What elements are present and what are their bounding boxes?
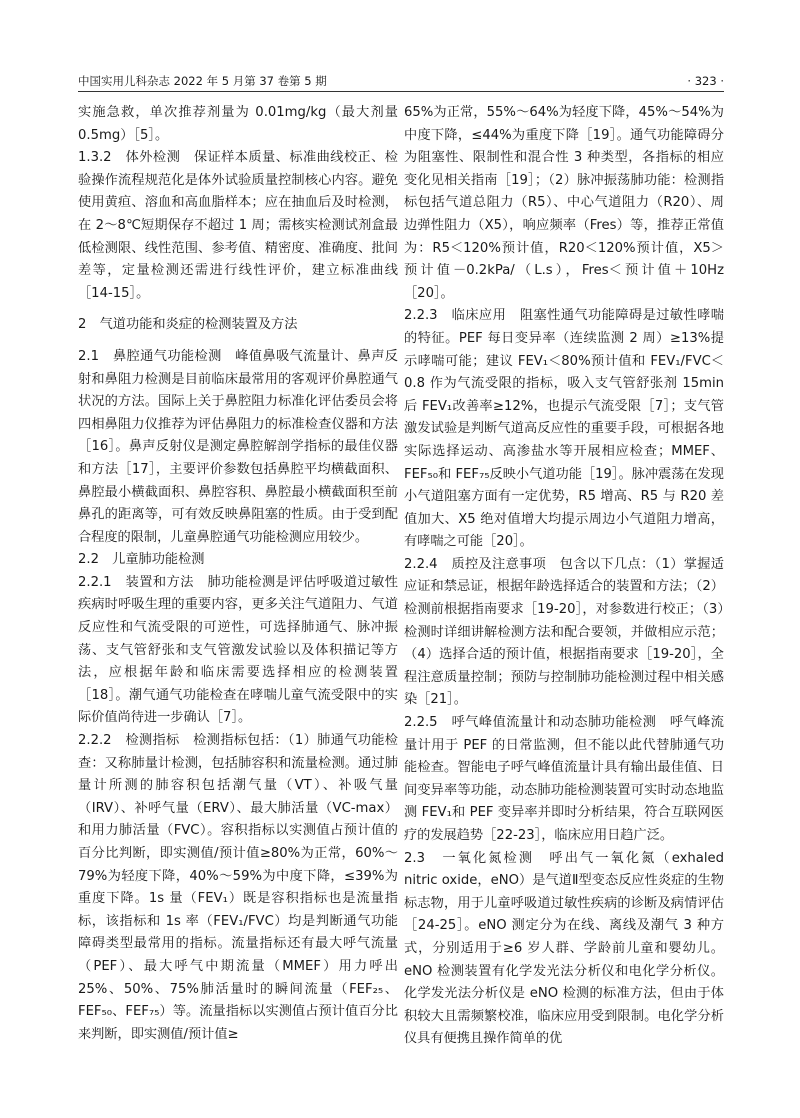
right-column: [404, 102, 724, 1051]
paragraph: 2.2.2 检测指标 检测指标包括：（1）肺通气功能检查：又称肺量计检测，包括肺容积和流量检测。通过肺量计所测的肺容积包括潮气量（VT）、补吸气量（IRV）、补呼气量（ERV）、最大肺活量（VC-max）和用力肺活量（FVC）。容积指标以实测值占预计值的百分比判断，即实测值/预计值≥80%为正常，60%～79%为轻度下降，40%～59%为中度下降，≤39%为重度下降。1s 量（FEV₁）既是容积指标也是流量指标，该指标和 1s 率（FEV₁/FVC）均是判断通气功能障碍类型最常用的指标。流量指标还有最大呼气流量（PEF）、最大呼气中期流量（MMEF）用力呼出 25%、50%、75%肺活量时的瞬间流量（FEF₂₅、FEF₅₀、FEF₇₅）等。流量指标以实测值占预计值百分比来判断，即实测值/预计值≥: [78, 733, 398, 1042]
paragraph: 2.2.3 临床应用 阻塞性通气功能障碍是过敏性哮喘的特征。PEF 每日变异率（连续监测 2 周）≥13%提示哮喘可能；建议 FEV₁＜80%预计值和 FEV₁/FVC＜0.8 作为气流受限的指标，吸入支气管舒张剂 15min 后 FEV₁改善率≥12%，也提示气流受限［7］；支气管激发试验是判断气道高反应性的重要手段，可根据各地实际选择运动、高渗盐水等开展相应检查；MMEF、FEF₅₀和 FEF₇₅反映小气道功能［19］。脉冲震荡在发现小气道阻塞方面有一定优势，R5 增高、R5 与 R20 差值加大、X5 绝对值增大均提示周边小气道阻力增高，有哮喘之可能［20］。: [404, 308, 724, 550]
paragraph: 2.1 鼻腔通气功能检测 峰值鼻吸气流量计、鼻声反射和鼻阻力检测是目前临床最常用的客观评价鼻腔通气状况的方法。国际上关于鼻腔阻力标准化评估委员会将四相鼻阻力仪推荐为评估鼻阻力的标准检查仪器和方法［16］。鼻声反射仪是测定鼻腔解剖学指标的最佳仪器和方法［17］，主要评价参数包括鼻腔平均横截面积、鼻腔最小横截面积、鼻腔容积、鼻腔最小横截面积至前鼻孔的距离等，可有效反映鼻阻塞的性质。由于受到配合程度的限制，儿童鼻腔通气功能检测应用较少。: [78, 348, 398, 545]
paragraph: 2.2.5 呼气峰值流量计和动态肺功能检测 呼气峰流量计用于 PEF 的日常监测，但不能以此代替肺通气功能检查。智能电子呼气峰值流量计具有输出最佳值、日间变异率等功能，动态肺功能检测装置可实时动态地监测 FEV₁和 PEF 变异率并即时分析结果，符合互联网医疗的发展趋势［22-23］，临床应用日趋广泛。: [404, 715, 724, 843]
journal-info: 中国实用儿科杂志 2022 年 5 月第 37 卷第 5 期: [78, 74, 327, 88]
paragraph: 2.2.4 质控及注意事项 包含以下几点：（1）掌握适应证和禁忌证，根据年龄选择适合的装置和方法；（2）检测前根据指南要求［19-20］，对参数进行校正；（3）检测时详细讲解检测方法和配合要领，并做相应示范；（4）选择合适的预计值，根据指南要求［19-20］，全程注意质量控制；预防与控制肺功能检测过程中相关感染［21］。: [404, 556, 724, 708]
paragraph: 实施急救，单次推荐剂量为 0.01mg/kg（最大剂量 0.5mg）［5］。: [78, 105, 398, 143]
page-number: · 323 ·: [687, 74, 724, 88]
paragraph: 2.2.1 装置和方法 肺功能检测是评估呼吸道过敏性疾病时呼吸生理的重要内容，更多关注气道阻力、气道反应性和气流受限的可逆性，可选择肺通气、脉冲振荡、支气管舒张和支气管激发试验以及体积描记等方法，应根据年龄和临床需要选择相应的检测装置［18］。潮气通气功能检查在哮喘儿童气流受限中的实际价值尚待进一步确认［7］。: [78, 574, 398, 726]
subsection-heading: 2.2 儿童肺功能检测: [78, 552, 205, 568]
paragraph: 65%为正常，55%～64%为轻度下降，45%～54%为中度下降，≤44%为重度下降［19］。通气功能障碍分为阻塞性、限制性和混合性 3 种类型，各指标的相应变化见相关指南［19］；（2）脉冲振荡肺功能：检测指标包括气道总阻力（R5）、中心气道阻力（R20）、周边弹性阻力（X5），响应频率（Fres）等，推荐正常值为：R5＜120%预计值，R20＜120%预计值，X5＞预计值－0.2kPa/（L.s），Fres＜预计值＋10Hz［20］。: [404, 105, 724, 301]
header-rule: [78, 91, 724, 92]
section-heading: 2 气道功能和炎症的检测装置及方法: [78, 317, 298, 333]
paragraph: 1.3.2 体外检测 保证样本质量、标准曲线校正、检验操作流程规范化是体外试验质量控制核心内容。避免使用黄疸、溶血和高血脂样本；应在抽血后及时检测，在 2～8℃短期保存不超过 1 周；需核实检测试剂盒最低检测限、线性范围、参考值、精密度、准确度、批间差等，定量检测还需进行线性评价，建立标准曲线［14-15］。: [78, 150, 398, 301]
paragraph: 2.3 一氧化氮检测 呼出气一氧化氮（exhaled nitric oxide，eNO）是气道Ⅱ型变态反应性炎症的生物标志物，用于儿童呼吸道过敏性疾病的诊断及病情评估［24-25］。eNO 测定分为在线、离线及潮气 3 种方式，分别适用于≥6 岁人群、学龄前儿童和婴幼儿。eNO 检测装置有化学发光法分析仪和电化学分析仪。化学发光法分析仪是 eNO 检测的标准方法，但由于体积较大且需频繁校准，临床应用受到限制。电化学分析仪具有便携且操作简单的优: [404, 850, 724, 1047]
running-header: [78, 73, 724, 89]
left-column: [78, 102, 398, 1046]
